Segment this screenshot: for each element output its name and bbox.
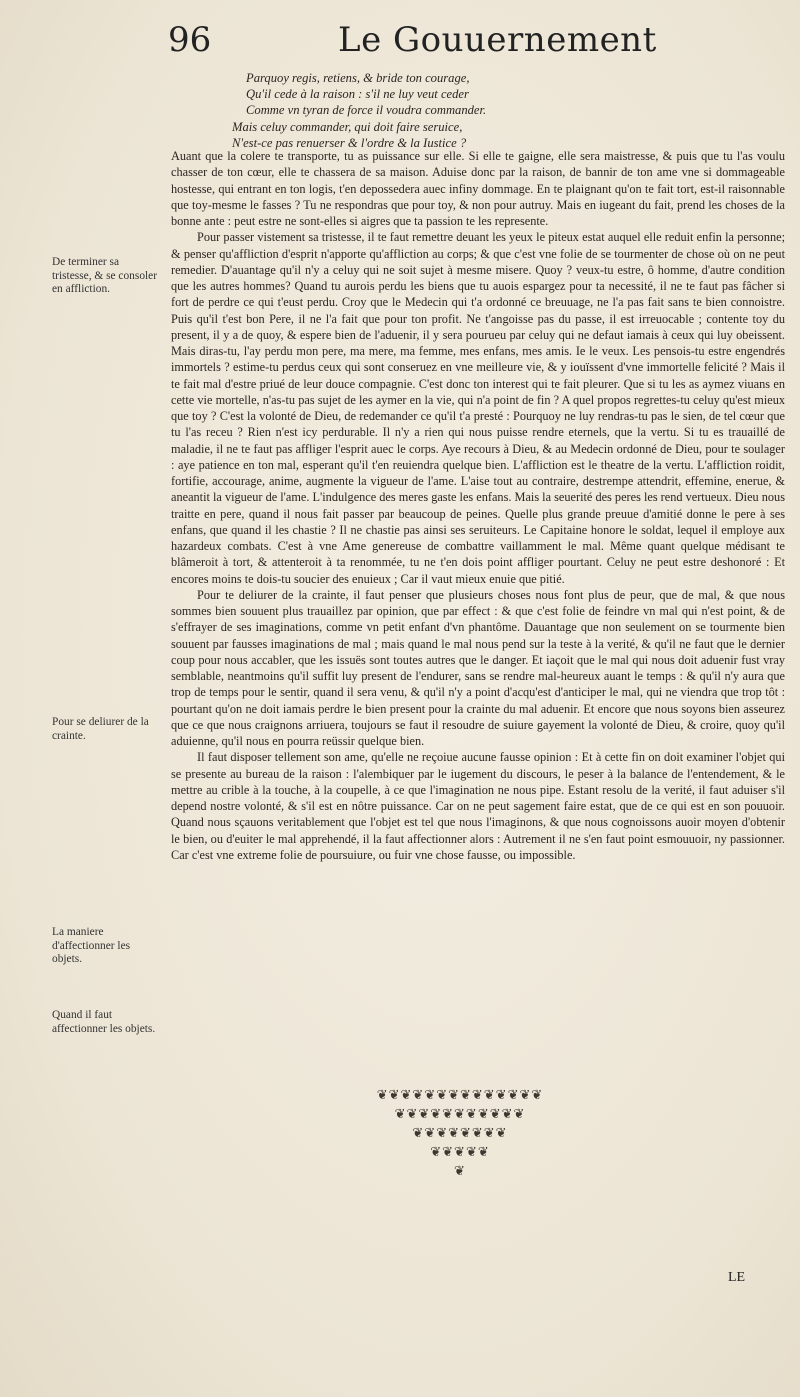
running-title: Le Gouuernement bbox=[338, 20, 657, 60]
paragraph: Il faut disposer tellement son ame, qu'elle ne reçoiue aucune fausse opinion : Et à cette fin on doit examiner l'objet qui se presente au bureau de la raison : l'alembiquer par le iugement du discours, le peser à la balance de l'entendement, & le mettre au crible à la touche, à la coupelle, à ce que l'imagination ne nous pipe. Estant resolu de la verité, il faut aduiser s'il depend nostre volonté, & s'il est en nôtre puissance. Car on ne peut sagement faire estat, que de ce qui est en son pouuoir. Quand nous sçauons veritablement que l'objet est tel que nous l'imaginons, & que nous cognoissons auoir moyen d'obtenir le bien, ou d'euiter le mal apprehendé, il la faut affectionner alors : Autrement il ne s'en faut point esmouuoir, ny passionner. Car c'est vne extreme folie de poursuiure, ou fuir vne chose fausse, ou impossible. bbox=[171, 750, 785, 862]
ornament-row: ❦ bbox=[454, 1164, 466, 1179]
page-header bbox=[168, 16, 668, 64]
ornament-row: ❦❦❦❦❦ bbox=[430, 1145, 490, 1160]
margin-note: La maniere d'affectionner les objets. bbox=[52, 926, 131, 966]
margin-note: De terminer sa tristesse, & se consoler en affliction. bbox=[52, 256, 158, 296]
paragraph: Auant que la colere te transporte, tu as puissance sur elle. Si elle te gaigne, elle sera maistresse, & puis que tu l'as voulu chasser de ton cœur, elle te chassera de sa maison. Aduise donc par la raison, de bannir de ton ame vne si dommageable hostesse, qui entrant en ton logis, t'en depossedera auec infiny dommage. En te plaignant qu'on te fait tort, est-il raisonnable que toy-mesme le fasses ? Tu ne respondras que pour toy, & non pour autruy. Mais en iugeant du fait, prend les choses de la bonne ante : peut estre ne sont-elles si aigres que ta passion te les represente. bbox=[171, 149, 785, 228]
verse-block bbox=[232, 70, 652, 151]
paragraph: Pour te deliurer de la crainte, il faut penser que plusieurs choses nous font plus de peur, que de mal, & que nous sommes bien souuent plus trauaillez par opinion, que par effect : & que c'est folie de feindre vn mal qui n'est point, & de s'effrayer de ses imaginations, comme vn petit enfant d'vn phantôme. Dauantage que non seulement on se tourmente bien souuent par fausses imaginations de mal ; mais quand le mal nous pend sur la teste à la verité, & qu'il ne faut que le dernier coup pour nous accabler, que les issuës sont toutes autres que le danger. Et iaçoit que le mal qui nous doit aduenir fust vray semblable, neantmoins qu'il suffit luy present de l'endurer, sans se rendre mal-heureux auant le temps : & qu'il n'y aura que trop de temps pour le sentir, quand il sera venu, & qu'il n'y a point d'acqu'est d'anticiper le mal, qui ne viendra que trop tôt : pourtant qu'on ne doit iamais perdre le bien present pour la crainte du mal aduenir. Et encore que nous soyons bien asseurez que ce que nous craignons arriuera, toujours se faut il resoudre de suiure gayement la volonté de Dieu, & croire, quoy qu'il aduienne, qu'il nous en pourra reüssir quelque bien. bbox=[171, 587, 785, 748]
ornament-row: ❦❦❦❦❦❦❦❦❦❦❦ bbox=[394, 1107, 526, 1122]
verse-line: Parquoy regis, retiens, & bride ton courage, bbox=[246, 71, 470, 85]
catchword: LE bbox=[728, 1270, 746, 1285]
verse-line: N'est-ce pas renuerser & l'ordre & la Iustice ? bbox=[232, 135, 467, 150]
page-number: 96 bbox=[168, 20, 212, 60]
margin-note: Pour se deliurer de la crainte. bbox=[52, 716, 149, 742]
margin-note: Quand il faut affectionner les objets. bbox=[52, 1009, 156, 1035]
verse-line: Comme vn tyran de force il voudra commander. bbox=[246, 103, 487, 118]
verse-line: Qu'il cede à la raison : s'il ne luy veut ceder bbox=[246, 87, 469, 102]
tailpiece-ornament bbox=[300, 1086, 620, 1181]
ornament-row: ❦❦❦❦❦❦❦❦ bbox=[412, 1126, 508, 1141]
verse-line: Mais celuy commander, qui doit faire seruice, bbox=[232, 119, 463, 134]
ornament-row: ❦❦❦❦❦❦❦❦❦❦❦❦❦❦ bbox=[376, 1088, 544, 1103]
paragraph: Pour passer vistement sa tristesse, il te faut remettre deuant les yeux le piteux estat auquel elle reduit enfin la personne; & penser qu'affliction d'esprit n'apporte qu'affliction au corps; & que c'est vne folie de se tourmenter de chose où on ne peut remedier. D'auantage qu'il n'y a celuy qui ne soit sujet à mesme misere. Quoy ? veux-tu estre, ô homme, d'autre condition que les autres hommes? Quand tu aurois perdu les biens que tu auois espargez pour ta necessité, il ne te faut pas fâcher si fort de perdre ce qui t'eust perdu. Croy que le Medecin qui t'a ordonné ce breuuage, ne l'a pas fait sans te bien connoistre. Puis qu'il t'est bon Pere, il ne l'a fait que pour ton profit. Ne t'angoisse pas du passe, il est irreuocable ; contente toy du present, il y a de quoy, & espere bien de l'aduenir, il y sera pourueu par celuy qui ne defaut iamais à ceux qui luy obeissent. Mais diras-tu, l'ay perdu mon pere, ma mere, ma femme, mes enfans, mes amis. Ie le veux. Les pensois-tu estre engendrés immortels ? estime-tu perdus ceux qui sont conseruez en vne meilleure vie, & y iouïssent d'vne immortelle felicité ? Mais il te fait mal d'estre priué de leur douce compagnie. C'est donc ton interest qui te fait pleurer. Que si tu les as aymez viuans en cette vie mortelle, n'as-tu pas sujet de les aymer en la vie, qui n'a point de fin ? A quel propos regrettes-tu celuy qu'est mieux que toy ? C'est la volonté de Dieu, de redemander ce qu'il t'a presté : Pourquoy ne luy rendras-tu pas le sien, de tel cœur que tu l'as receu ? Rien n'est icy perdurable. Il n'y a rien qui nous puisse rendre eternels, que la vertu. Si tu es trauaillé de maladie, il ne te faut pas affliger l'esprit auec le corps. Aye recours à Dieu, & au Medecin ordonné de Dieu, pour te soulager : aye patience en ton mal, esperant qu'il t'en reuiendra quelque bien. L'affliction est le theatre de la vertu. L'affliction roidit, fortifie, accourage, anime, augmente la vigueur de l'ame. L'aise tout au contraire, destrempe attendrit, effemine, enerue, & aneantit la vigueur de l'ame. L'indulgence des meres gaste les enfans. Mais la seuerité des peres les rend vertueux. Dieu nous traitte en pere, quand il nous fait passer par beaucoup de peines. Quelle plus grande preuue d'amitié donne le pere à ses enfans, que quand il les chastie ? Il ne chastie pas ainsi ses seruiteurs. Le Capitaine honore le soldat, lequel il employe aux hazardeux combats. C'est à vne Ame genereuse de combattre vaillamment le mal. Même quant quelque médisant te blâmeroit à tort, & attenteroit à ta renommée, tu ne t'en dois point affliger pourtant. Celuy ne peut estre deshonoré : Et encores moins te dois-tu soucier des enuieux ; Car il vaut mieux enuie que pitié. bbox=[171, 230, 785, 586]
body-text bbox=[171, 148, 785, 863]
